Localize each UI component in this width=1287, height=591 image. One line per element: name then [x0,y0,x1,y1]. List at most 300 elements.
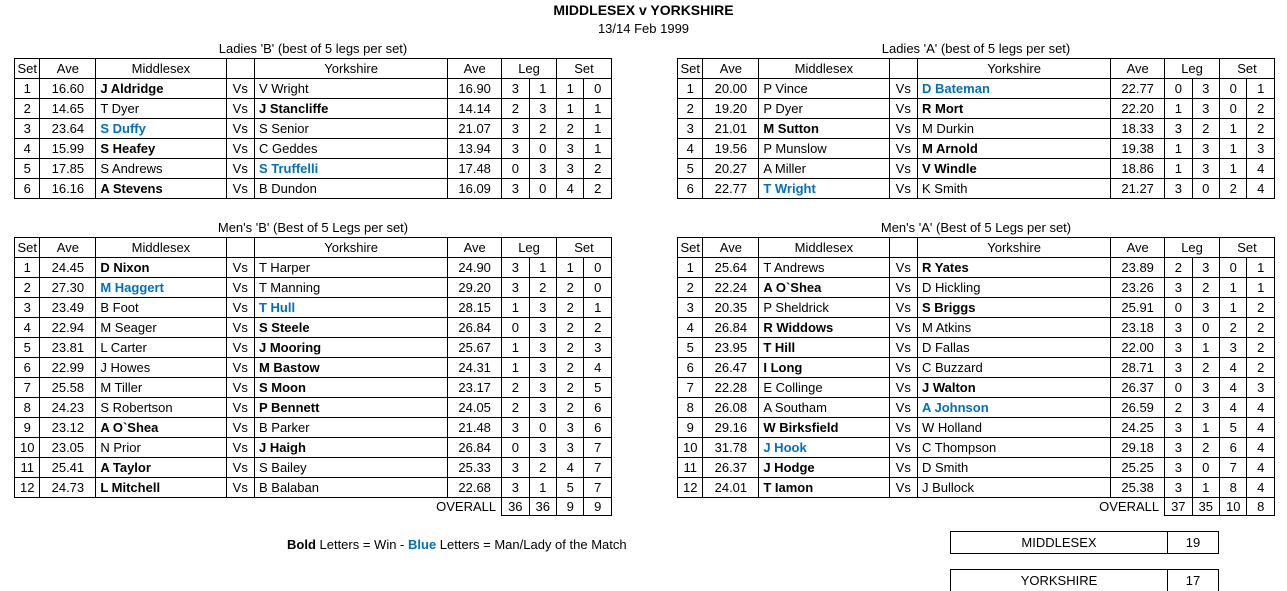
home-sets-cell: 2 [557,318,584,338]
home-legs-cell: 3 [502,278,529,298]
home-player-cell: T Wright [759,179,889,199]
col-header-ave2: Ave [448,238,502,258]
vs-cell: Vs [889,418,917,438]
set-number-cell: 11 [15,458,40,478]
home-sets-cell: 2 [557,378,584,398]
away-ave-cell: 13.94 [448,139,502,159]
col-header-away-team: Yorkshire [254,238,447,258]
away-player-cell: D Fallas [917,338,1110,358]
away-player-cell: B Dundon [254,179,447,199]
home-sets-cell: 1 [1220,159,1247,179]
home-legs-cell: 3 [1165,438,1192,458]
col-header-home-team: Middlesex [759,238,889,258]
vs-cell: Vs [889,398,917,418]
col-header-home-team: Middlesex [759,59,889,79]
home-ave-cell: 22.24 [703,278,759,298]
col-header-ave2: Ave [448,59,502,79]
away-ave-cell: 28.15 [448,298,502,318]
set-number-cell: 6 [15,179,40,199]
home-sets-cell: 1 [1220,119,1247,139]
match-row [678,338,1275,358]
away-legs-cell: 0 [1192,458,1219,478]
set-number-cell: 4 [678,318,703,338]
home-legs-cell: 2 [1165,398,1192,418]
away-player-cell: S Moon [254,378,447,398]
away-ave-cell: 19.38 [1111,139,1165,159]
away-sets-cell: 1 [584,298,612,318]
home-ave-cell: 24.45 [40,258,96,278]
home-legs-cell: 1 [1165,159,1192,179]
overall-label: OVERALL [1099,499,1160,515]
home-player-cell: T Dyer [96,99,226,119]
vs-cell: Vs [226,438,254,458]
table-caption: Men's 'B' (Best of 5 Legs per set) [217,220,409,235]
home-ave-cell: 16.16 [40,179,96,199]
home-legs-cell: 3 [1165,318,1192,338]
col-header-set: Set [15,238,40,258]
col-header-set-score: Set [1220,59,1275,79]
away-ave-cell: 18.86 [1111,159,1165,179]
away-player-cell: C Geddes [254,139,447,159]
away-player-cell: M Atkins [917,318,1110,338]
vs-cell: Vs [889,159,917,179]
away-legs-cell: 3 [529,298,556,318]
vs-cell: Vs [889,378,917,398]
vs-cell: Vs [889,99,917,119]
vs-cell: Vs [226,139,254,159]
home-player-cell: J Hodge [759,458,889,478]
vs-cell: Vs [889,179,917,199]
home-sets-cell: 2 [557,338,584,358]
away-legs-cell: 3 [529,358,556,378]
vs-cell: Vs [889,318,917,338]
away-player-cell: M Durkin [917,119,1110,139]
away-legs-cell: 3 [529,99,556,119]
away-player-cell: J Mooring [254,338,447,358]
home-sets-cell: 3 [557,159,584,179]
away-ave-cell: 25.67 [448,338,502,358]
away-player-cell: B Parker [254,418,447,438]
away-ave-cell: 26.59 [1111,398,1165,418]
match-row [15,278,612,298]
away-legs-cell: 3 [1192,298,1219,318]
col-header-ave: Ave [40,238,96,258]
away-sets-cell: 2 [584,318,612,338]
home-sets-cell: 8 [1220,478,1247,498]
away-legs-cell: 0 [529,179,556,199]
match-row [15,159,612,179]
match-row [15,418,612,438]
table-block-ladies-b [14,41,612,199]
vs-cell: Vs [226,298,254,318]
home-ave-cell: 20.27 [703,159,759,179]
away-sets-cell: 4 [1247,398,1275,418]
home-ave-cell: 24.23 [40,398,96,418]
home-legs-cell: 3 [502,458,529,478]
home-legs-cell: 1 [502,358,529,378]
summary-row [951,570,1219,591]
home-legs-cell: 2 [502,99,529,119]
col-header-home-team: Middlesex [96,59,226,79]
home-legs-cell: 0 [502,318,529,338]
home-legs-cell: 3 [502,119,529,139]
vs-cell: Vs [226,338,254,358]
away-sets-cell: 4 [1247,478,1275,498]
away-legs-cell: 1 [529,478,556,498]
set-number-cell: 9 [15,418,40,438]
home-player-cell: N Prior [96,438,226,458]
away-ave-cell: 25.33 [448,458,502,478]
results-table [677,58,1275,199]
summary-middlesex [950,531,1219,554]
away-legs-cell: 1 [1192,478,1219,498]
legend-blue-word: Blue [408,537,437,552]
away-legs-cell: 1 [529,258,556,278]
legend-motm-text: Letters = Man/Lady of the Match [436,537,627,552]
home-legs-cell: 0 [502,159,529,179]
away-player-cell: B Balaban [254,478,447,498]
away-player-cell: V Windle [917,159,1110,179]
col-header-away-team: Yorkshire [917,59,1110,79]
team-name-cell: MIDDLESEX [951,532,1168,554]
away-player-cell: S Steele [254,318,447,338]
home-ave-cell: 22.94 [40,318,96,338]
col-header-set-score: Set [1220,238,1275,258]
vs-cell: Vs [226,179,254,199]
home-sets-cell: 1 [557,99,584,119]
away-sets-cell: 4 [1247,438,1275,458]
home-ave-cell: 21.01 [703,119,759,139]
home-legs-cell: 3 [1165,338,1192,358]
vs-cell: Vs [226,99,254,119]
home-player-cell: B Foot [96,298,226,318]
match-date: 13/14 Feb 1999 [597,21,690,36]
away-sets-cell: 2 [1247,119,1275,139]
away-player-cell: C Thompson [917,438,1110,458]
home-ave-cell: 20.00 [703,79,759,99]
vs-cell: Vs [226,318,254,338]
legend-bold-word: Bold [287,537,316,552]
col-header-vs [226,59,254,79]
away-sets-cell: 5 [584,378,612,398]
home-ave-cell: 22.28 [703,378,759,398]
home-ave-cell: 26.08 [703,398,759,418]
vs-cell: Vs [226,258,254,278]
away-ave-cell: 21.27 [1111,179,1165,199]
match-row [15,139,612,159]
col-header-home-team: Middlesex [96,238,226,258]
away-sets-cell: 3 [584,338,612,358]
set-number-cell: 4 [678,139,703,159]
col-header-vs [889,238,917,258]
match-row [15,338,612,358]
home-sets-cell: 3 [557,438,584,458]
away-legs-cell: 3 [529,398,556,418]
set-number-cell: 5 [678,338,703,358]
away-player-cell: S Briggs [917,298,1110,318]
vs-cell: Vs [889,438,917,458]
vs-cell: Vs [226,458,254,478]
col-header-ave: Ave [703,59,759,79]
away-legs-cell: 3 [1192,139,1219,159]
set-number-cell: 10 [678,438,703,458]
match-row [678,398,1275,418]
away-legs-cell: 0 [529,139,556,159]
away-legs-cell: 3 [1192,99,1219,119]
set-number-cell: 1 [15,79,40,99]
col-header-ave: Ave [703,238,759,258]
overall-home-sets: 9 [557,498,584,516]
home-ave-cell: 15.99 [40,139,96,159]
home-legs-cell: 3 [502,79,529,99]
away-player-cell: D Bateman [917,79,1110,99]
home-legs-cell: 3 [1165,458,1192,478]
away-sets-cell: 3 [1247,139,1275,159]
home-sets-cell: 4 [557,179,584,199]
away-sets-cell: 2 [1247,298,1275,318]
away-ave-cell: 22.20 [1111,99,1165,119]
set-number-cell: 4 [15,318,40,338]
set-number-cell: 4 [15,139,40,159]
match-row [15,298,612,318]
set-number-cell: 11 [678,458,703,478]
away-legs-cell: 3 [1192,258,1219,278]
away-sets-cell: 1 [1247,258,1275,278]
table-block-mens-b [14,220,612,516]
match-row [15,99,612,119]
set-number-cell: 3 [678,298,703,318]
home-sets-cell: 2 [557,278,584,298]
away-sets-cell: 4 [1247,179,1275,199]
home-player-cell: S Robertson [96,398,226,418]
home-ave-cell: 23.95 [703,338,759,358]
away-ave-cell: 16.90 [448,79,502,99]
set-number-cell: 1 [15,258,40,278]
home-player-cell: L Mitchell [96,478,226,498]
away-sets-cell: 3 [1247,378,1275,398]
home-legs-cell: 3 [502,179,529,199]
away-legs-cell: 3 [1192,398,1219,418]
away-sets-cell: 2 [584,159,612,179]
home-ave-cell: 26.37 [703,458,759,478]
vs-cell: Vs [889,358,917,378]
set-number-cell: 12 [678,478,703,498]
home-player-cell: A Miller [759,159,889,179]
home-player-cell: M Tiller [96,378,226,398]
home-ave-cell: 26.47 [703,358,759,378]
home-sets-cell: 7 [1220,458,1247,478]
table-caption: Ladies 'B' (best of 5 legs per set) [218,41,408,56]
home-sets-cell: 2 [557,298,584,318]
away-legs-cell: 1 [1192,418,1219,438]
set-number-cell: 9 [678,418,703,438]
home-sets-cell: 5 [1220,418,1247,438]
home-legs-cell: 2 [502,398,529,418]
match-row [15,318,612,338]
results-table [14,237,612,516]
away-ave-cell: 26.37 [1111,378,1165,398]
away-legs-cell: 3 [1192,159,1219,179]
vs-cell: Vs [889,338,917,358]
set-number-cell: 10 [15,438,40,458]
away-sets-cell: 4 [1247,418,1275,438]
away-player-cell: S Bailey [254,458,447,478]
set-number-cell: 1 [678,79,703,99]
home-legs-cell: 1 [1165,99,1192,119]
set-number-cell: 6 [678,358,703,378]
home-legs-cell: 3 [1165,478,1192,498]
away-ave-cell: 14.14 [448,99,502,119]
away-player-cell: P Bennett [254,398,447,418]
home-player-cell: T Andrews [759,258,889,278]
overall-away-sets: 9 [584,498,612,516]
vs-cell: Vs [226,358,254,378]
away-legs-cell: 0 [529,418,556,438]
home-legs-cell: 3 [1165,358,1192,378]
legend-win-text: Letters = Win - [315,537,409,552]
home-ave-cell: 23.05 [40,438,96,458]
away-sets-cell: 7 [584,478,612,498]
col-header-set-score: Set [557,59,612,79]
summary-row [951,532,1219,554]
home-ave-cell: 23.12 [40,418,96,438]
match-row [678,99,1275,119]
home-legs-cell: 3 [502,139,529,159]
home-ave-cell: 23.49 [40,298,96,318]
away-sets-cell: 2 [584,179,612,199]
table-block-ladies-a [677,41,1275,199]
away-player-cell: J Haigh [254,438,447,458]
overall-home-sets: 10 [1220,498,1247,516]
away-player-cell: A Johnson [917,398,1110,418]
match-row [678,378,1275,398]
home-ave-cell: 24.01 [703,478,759,498]
header-row [15,238,612,258]
vs-cell: Vs [226,378,254,398]
set-number-cell: 1 [678,258,703,278]
home-sets-cell: 1 [557,258,584,278]
match-row [15,179,612,199]
results-table [677,237,1275,516]
away-player-cell: M Arnold [917,139,1110,159]
home-sets-cell: 0 [1220,258,1247,278]
set-number-cell: 7 [15,378,40,398]
away-player-cell: S Senior [254,119,447,139]
away-legs-cell: 2 [1192,358,1219,378]
vs-cell: Vs [226,159,254,179]
away-player-cell: C Buzzard [917,358,1110,378]
home-sets-cell: 1 [1220,278,1247,298]
match-row [678,139,1275,159]
away-ave-cell: 22.68 [448,478,502,498]
away-ave-cell: 17.48 [448,159,502,179]
away-legs-cell: 2 [1192,438,1219,458]
home-sets-cell: 3 [557,139,584,159]
home-ave-cell: 22.77 [703,179,759,199]
match-row [15,79,612,99]
home-ave-cell: 16.60 [40,79,96,99]
home-legs-cell: 3 [1165,278,1192,298]
header-row [15,59,612,79]
away-ave-cell: 23.89 [1111,258,1165,278]
home-legs-cell: 3 [502,258,529,278]
away-ave-cell: 23.18 [1111,318,1165,338]
home-ave-cell: 23.64 [40,119,96,139]
home-player-cell: P Vince [759,79,889,99]
home-sets-cell: 3 [1220,338,1247,358]
home-player-cell: D Nixon [96,258,226,278]
set-number-cell: 2 [15,99,40,119]
home-player-cell: S Duffy [96,119,226,139]
vs-cell: Vs [226,278,254,298]
away-ave-cell: 18.33 [1111,119,1165,139]
away-sets-cell: 2 [1247,318,1275,338]
home-player-cell: W Birksfield [759,418,889,438]
away-ave-cell: 24.90 [448,258,502,278]
vs-cell: Vs [226,478,254,498]
col-header-ave2: Ave [1111,238,1165,258]
col-header-vs [226,238,254,258]
home-ave-cell: 26.84 [703,318,759,338]
set-number-cell: 3 [15,298,40,318]
home-sets-cell: 2 [1220,318,1247,338]
col-header-leg: Leg [502,59,557,79]
away-player-cell: J Walton [917,378,1110,398]
away-player-cell: K Smith [917,179,1110,199]
col-header-set: Set [15,59,40,79]
away-player-cell: D Smith [917,458,1110,478]
away-legs-cell: 1 [529,79,556,99]
home-legs-cell: 3 [1165,179,1192,199]
away-player-cell: T Harper [254,258,447,278]
away-player-cell: S Truffelli [254,159,447,179]
away-ave-cell: 24.31 [448,358,502,378]
home-sets-cell: 4 [1220,378,1247,398]
away-sets-cell: 0 [584,258,612,278]
vs-cell: Vs [889,458,917,478]
away-sets-cell: 2 [1247,99,1275,119]
away-sets-cell: 1 [584,139,612,159]
set-number-cell: 5 [678,159,703,179]
home-legs-cell: 2 [502,378,529,398]
home-player-cell: M Seager [96,318,226,338]
away-legs-cell: 3 [1192,378,1219,398]
set-number-cell: 3 [678,119,703,139]
away-ave-cell: 29.18 [1111,438,1165,458]
home-player-cell: T Hill [759,338,889,358]
away-ave-cell: 22.77 [1111,79,1165,99]
match-row [678,258,1275,278]
away-legs-cell: 3 [1192,79,1219,99]
overall-label: OVERALL [436,499,497,515]
away-player-cell: J Stancliffe [254,99,447,119]
set-number-cell: 2 [15,278,40,298]
team-score-cell: 19 [1168,532,1219,554]
away-sets-cell: 2 [1247,358,1275,378]
match-row [678,298,1275,318]
away-player-cell: V Wright [254,79,447,99]
home-legs-cell: 3 [502,418,529,438]
home-sets-cell: 3 [557,418,584,438]
away-ave-cell: 26.84 [448,318,502,338]
home-player-cell: L Carter [96,338,226,358]
legend [287,537,627,552]
away-legs-cell: 0 [1192,318,1219,338]
away-sets-cell: 1 [584,119,612,139]
home-player-cell: A Southam [759,398,889,418]
set-number-cell: 12 [15,478,40,498]
home-legs-cell: 0 [1165,378,1192,398]
